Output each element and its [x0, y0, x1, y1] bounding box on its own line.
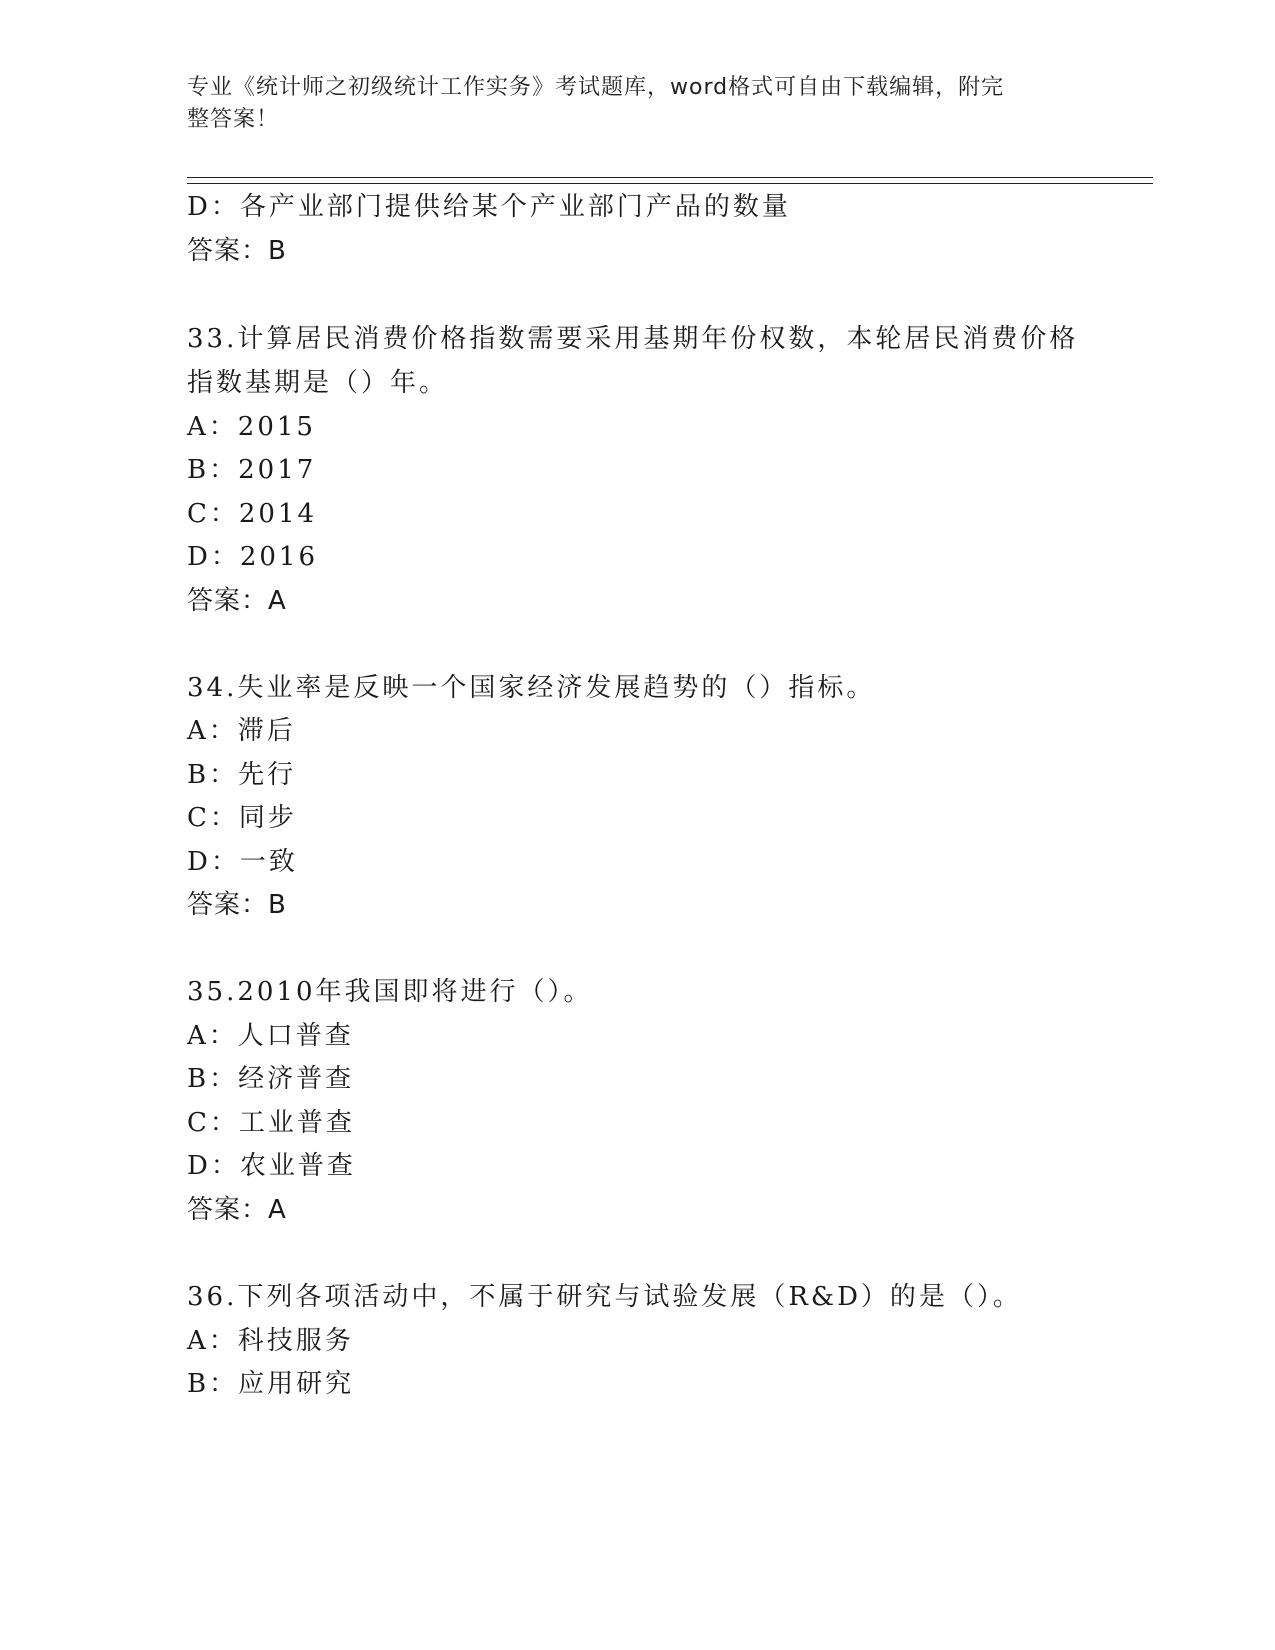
- q34-option-b: B：先行: [187, 760, 297, 790]
- q33-option-a: A：2015: [187, 412, 316, 442]
- q35-answer: 答案：A: [187, 1195, 287, 1225]
- q35-option-d: D：农业普查: [187, 1151, 356, 1181]
- q34-answer: 答案：B: [187, 890, 287, 920]
- q33-option-c: C：2014: [187, 499, 318, 529]
- header-divider-top: [187, 177, 1153, 178]
- q33-option-b: B：2017: [187, 455, 317, 485]
- q34-option-a: A：滞后: [187, 716, 296, 746]
- prev-answer: 答案：B: [187, 236, 287, 266]
- prev-option-d: D：各产业部门提供给某个产业部门产品的数量: [187, 192, 791, 222]
- q34-option-c: C：同步: [187, 803, 297, 833]
- q35-stem: 35.2010年我国即将进行（）。: [187, 977, 593, 1007]
- q33-stem-line-2: 指数基期是（）年。: [187, 368, 449, 398]
- document-header: [187, 72, 1087, 136]
- header-line-2: 整答案！: [187, 107, 280, 132]
- q34-option-d: D：一致: [187, 847, 298, 877]
- header-line-1: 专业《统计师之初级统计工作实务》考试题库，word格式可自由下载编辑，附完: [187, 75, 1005, 100]
- q36-option-a: A：科技服务: [187, 1326, 354, 1356]
- q33-stem-line-1: 33.计算居民消费价格指数需要采用基期年份权数，本轮居民消费价格: [187, 324, 1079, 354]
- q35-option-a: A：人口普查: [187, 1021, 354, 1051]
- q35-option-b: B：经济普查: [187, 1064, 355, 1094]
- q33-answer: 答案：A: [187, 586, 287, 616]
- q33-option-d: D：2016: [187, 542, 319, 572]
- q36-stem: 36.下列各项活动中，不属于研究与试验发展（R&D）的是（）。: [187, 1282, 1022, 1312]
- header-divider-bottom: [187, 183, 1153, 184]
- q36-option-b: B：应用研究: [187, 1369, 355, 1399]
- q35-option-c: C：工业普查: [187, 1108, 355, 1138]
- q34-stem: 34.失业率是反映一个国家经济发展趋势的（）指标。: [187, 673, 876, 703]
